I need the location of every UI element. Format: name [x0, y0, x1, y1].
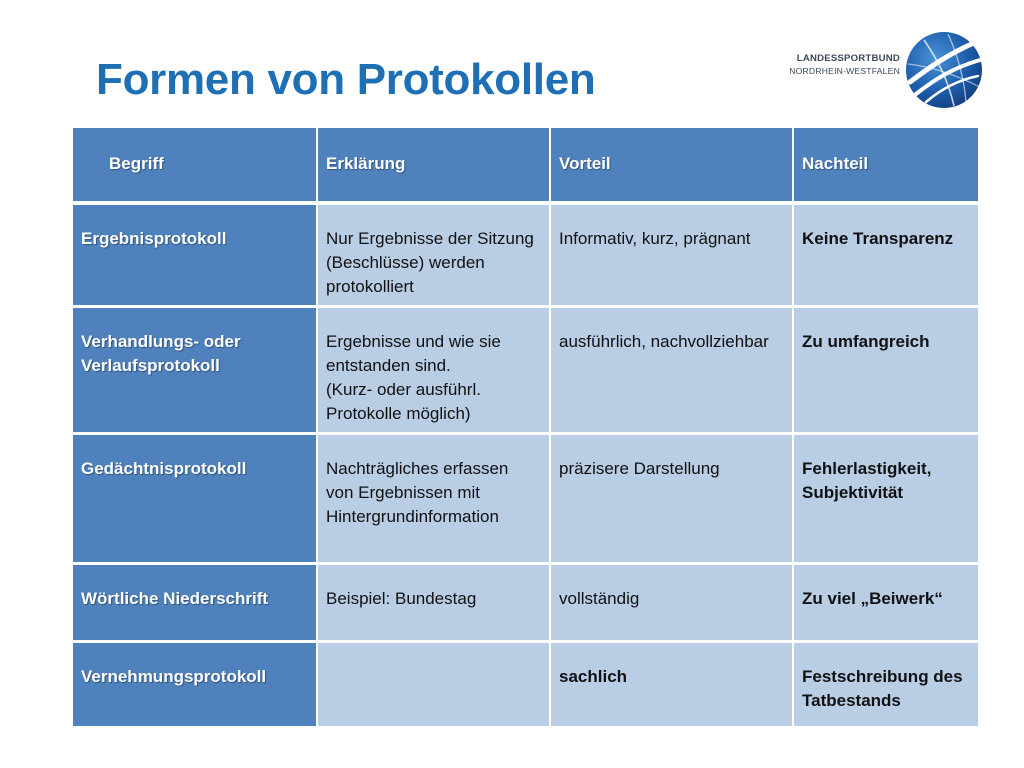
header-erklaerung: Erklärung	[317, 128, 550, 203]
table-header-row	[72, 128, 979, 203]
page-title: Formen von Protokollen	[96, 55, 596, 104]
row-disadvantage: Keine Transparenz	[793, 203, 979, 307]
table-row	[72, 642, 979, 726]
row-disadvantage: Zu viel „Beiwerk“	[793, 564, 979, 642]
row-disadvantage: Zu umfangreich	[793, 307, 979, 434]
row-advantage: präzisere Darstellung	[550, 434, 793, 564]
logo-text	[782, 52, 900, 78]
row-explanation: Nur Ergebnisse der Sitzung (Beschlüsse) werden protokolliert	[317, 203, 550, 307]
row-explanation: Ergebnisse und wie sie entstanden sind. (Kurz- oder ausführl. Protokolle möglich)	[317, 307, 550, 434]
logo-line-2: NORDRHEIN-WESTFALEN	[789, 66, 900, 76]
row-disadvantage: Fehlerlastigkeit, Subjektivität	[793, 434, 979, 564]
row-advantage: sachlich	[550, 642, 793, 726]
logo-line-1: LANDESSPORTBUND	[796, 53, 900, 64]
row-term: Gedächtnisprotokoll	[72, 434, 317, 564]
row-advantage: ausführlich, nachvollziehbar	[550, 307, 793, 434]
row-explanation: Nachträgliches erfassen von Ergebnissen mit Hintergrundinformation	[317, 434, 550, 564]
landessportbund-logo	[782, 30, 987, 112]
table-row	[72, 434, 979, 564]
table-row	[72, 307, 979, 434]
table-row	[72, 203, 979, 307]
row-explanation: Beispiel: Bundestag	[317, 564, 550, 642]
row-advantage: vollständig	[550, 564, 793, 642]
row-term: Verhandlungs- oder Verlaufsprotokoll	[72, 307, 317, 434]
row-explanation	[317, 642, 550, 726]
header-nachteil: Nachteil	[793, 128, 979, 203]
row-term: Ergebnisprotokoll	[72, 203, 317, 307]
row-advantage: Informativ, kurz, prägnant	[550, 203, 793, 307]
header-begriff: Begriff	[72, 128, 317, 203]
row-disadvantage: Festschreibung des Tatbestands	[793, 642, 979, 726]
row-term: Vernehmungsprotokoll	[72, 642, 317, 726]
table-row	[72, 564, 979, 642]
globe-emblem-icon	[904, 30, 984, 110]
row-term: Wörtliche Niederschrift	[72, 564, 317, 642]
protocols-table	[71, 128, 980, 726]
header-vorteil: Vorteil	[550, 128, 793, 203]
